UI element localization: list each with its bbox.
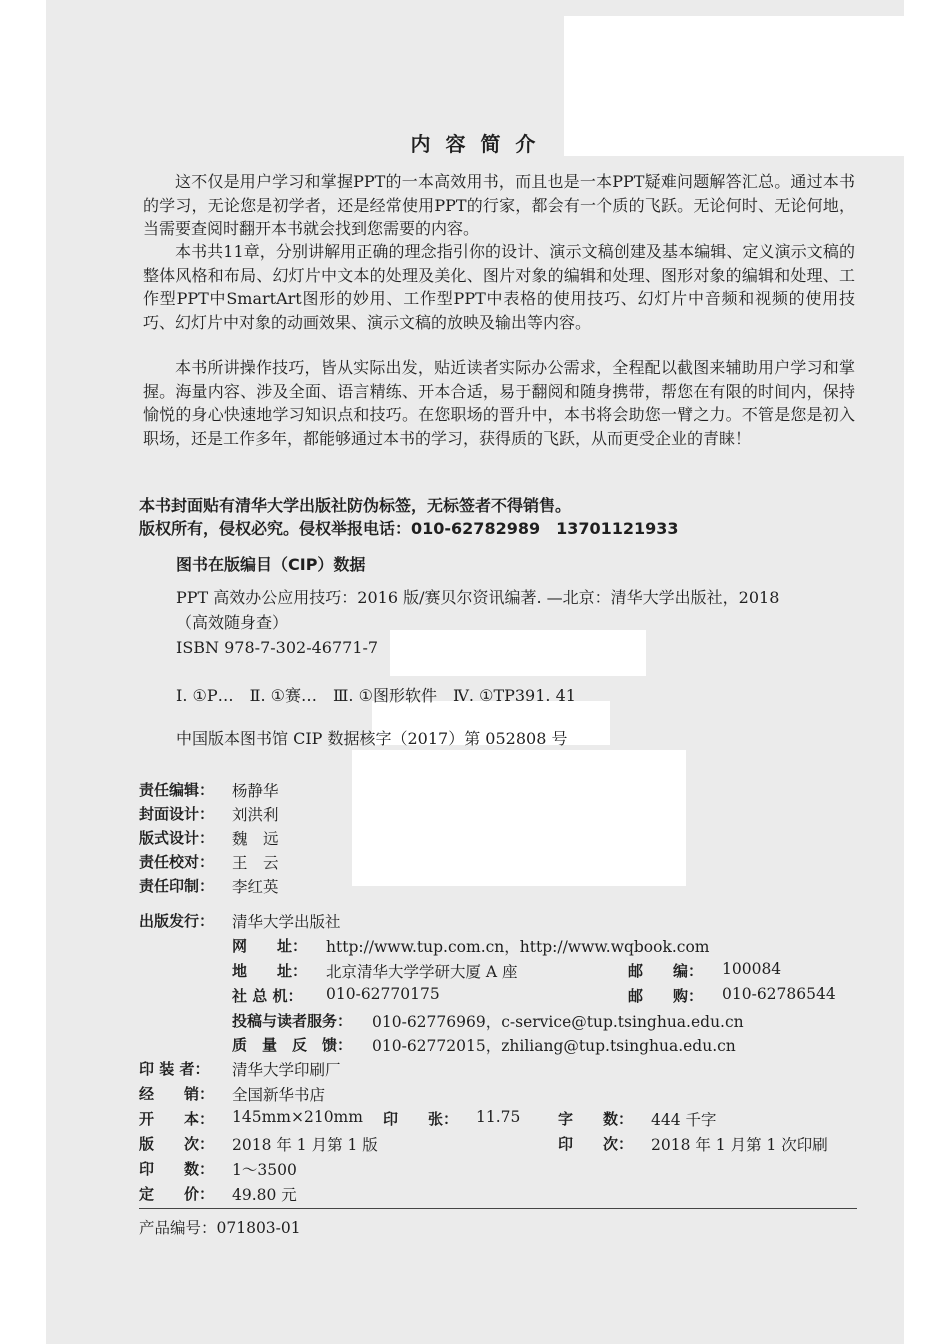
words-value: 444 千字 — [651, 1111, 717, 1129]
product-code: 产品编号：071803-01 — [139, 1219, 301, 1237]
printer-value: 清华大学印刷厂 — [232, 1061, 341, 1079]
cip-heading: 图书在版编目（CIP）数据 — [176, 555, 366, 574]
publisher-tel-label: 社 总 机： — [232, 987, 303, 1005]
format-label: 开 本： — [139, 1110, 215, 1128]
staff-label-3: 版式设计： — [139, 829, 215, 847]
intro-paragraph-3: 本书所讲操作技巧，皆从实际出发，贴近读者实际办公需求，全程配以截图来辅助用户学习和掌握。海量内容、涉及全面、语言精练、开本合适，易于翻阅和随身携带，帮您在有限的时间内，保持愉悦的身心快速地学习知识点和技巧。在您职场的晋升中，本书将会助您一臂之力。不管是您是初入职场，还是工作多年，都能够通过本书的学习，获得质的飞跃，从而更受企业的青睐！ — [143, 358, 855, 448]
publisher-service-value: 010-62776969，c-service@tup.tsinghua.edu.cn — [372, 1013, 744, 1031]
distributor-label: 经 销： — [139, 1085, 215, 1103]
staff-label-1: 责任编辑： — [139, 781, 215, 799]
cip-line-2: （高效随身查） — [176, 613, 289, 632]
staff-label-4: 责任校对： — [139, 853, 215, 871]
cip-line-1: PPT 高效办公应用技巧：2016 版/赛贝尔资讯编著. —北京：清华大学出版社，2018 — [176, 588, 780, 607]
intro-paragraph-2: 本书共11章，分别讲解用正确的理念指引你的设计、演示文稿创建及基本编辑、定义演示文稿的整体风格和布局、幻灯片中文本的处理及美化、图片对象的编辑和处理、图形对象的编辑和处理、工作型PPT中SmartArt图形的妙用、工作型PPT中表格的使用技巧、幻灯片中音频和视频的使用技巧、幻灯片中对象的动画效果、演示文稿的放映及输出等内容。 — [143, 242, 855, 332]
print-label: 印 次： — [558, 1135, 634, 1153]
divider-rule — [139, 1208, 857, 1209]
publisher-order-value: 010-62786544 — [722, 985, 836, 1003]
edition-value: 2018 年 1 月第 1 版 — [232, 1136, 378, 1154]
publisher-quality-label: 质 量 反 馈： — [232, 1036, 353, 1054]
copies-value: 1～3500 — [232, 1161, 297, 1179]
staff-value-2: 刘洪利 — [232, 806, 279, 824]
distributor-value: 全国新华书店 — [232, 1086, 326, 1104]
staff-value-3: 魏 远 — [232, 830, 279, 848]
publisher-name: 清华大学出版社 — [232, 913, 341, 931]
anti-counterfeit-notice: 本书封面贴有清华大学出版社防伪标签，无标签者不得销售。 — [139, 496, 572, 515]
publisher-zip-label: 邮 编： — [628, 962, 704, 980]
cip-record: 中国版本图书馆 CIP 数据核字（2017）第 052808 号 — [176, 729, 568, 748]
publisher-tel-value: 010-62770175 — [326, 985, 440, 1003]
page-title: 内 容 简 介 — [410, 132, 540, 156]
publisher-service-label: 投稿与读者服务： — [232, 1012, 353, 1030]
staff-label-2: 封面设计： — [139, 805, 215, 823]
publisher-web-label: 网 址： — [232, 937, 308, 955]
sheets-value: 11.75 — [476, 1108, 521, 1126]
intro-paragraph-1: 这不仅是用户学习和掌握PPT的一本高效用书，而且也是一本PPT疑难问题解答汇总。通过本书的学习，无论您是初学者，还是经常使用PPT的行家，都会有一个质的飞跃。无论何时、无论何地，当需要查阅时翻开本书就会找到您需要的内容。 — [143, 172, 855, 238]
print-value: 2018 年 1 月第 1 次印刷 — [651, 1136, 828, 1154]
redaction-isbn — [390, 630, 646, 676]
copyright-notice: 版权所有，侵权必究。侵权举报电话：010-62782989 13701121933 — [139, 519, 679, 538]
cip-isbn: ISBN 978-7-302-46771-7 — [176, 638, 379, 657]
cip-classification: Ⅰ. ①P… Ⅱ. ①赛… Ⅲ. ①图形软件 Ⅳ. ①TP391. 41 — [176, 686, 576, 705]
publisher-web-value: http://www.tup.com.cn，http://www.wqbook.com — [326, 938, 710, 956]
edition-label: 版 次： — [139, 1135, 215, 1153]
copies-label: 印 数： — [139, 1160, 215, 1178]
staff-value-5: 李红英 — [232, 878, 279, 896]
printer-label: 印 装 者： — [139, 1060, 210, 1078]
publisher-quality-value: 010-62772015，zhiliang@tup.tsinghua.edu.cn — [372, 1037, 736, 1055]
price-value: 49.80 元 — [232, 1186, 297, 1204]
publisher-addr-label: 地 址： — [232, 962, 308, 980]
staff-label-5: 责任印制： — [139, 877, 215, 895]
publisher-zip-value: 100084 — [722, 960, 782, 978]
staff-value-1: 杨静华 — [232, 782, 279, 800]
format-value: 145mm×210mm — [232, 1108, 363, 1126]
publisher-addr-value: 北京清华大学学研大厦 A 座 — [326, 963, 518, 981]
sheets-label: 印 张： — [383, 1110, 459, 1128]
staff-value-4: 王 云 — [232, 854, 279, 872]
publisher-order-label: 邮 购： — [628, 987, 704, 1005]
publisher-label: 出版发行： — [139, 912, 215, 930]
price-label: 定 价： — [139, 1185, 215, 1203]
words-label: 字 数： — [558, 1110, 634, 1128]
redaction-staff — [352, 750, 686, 886]
